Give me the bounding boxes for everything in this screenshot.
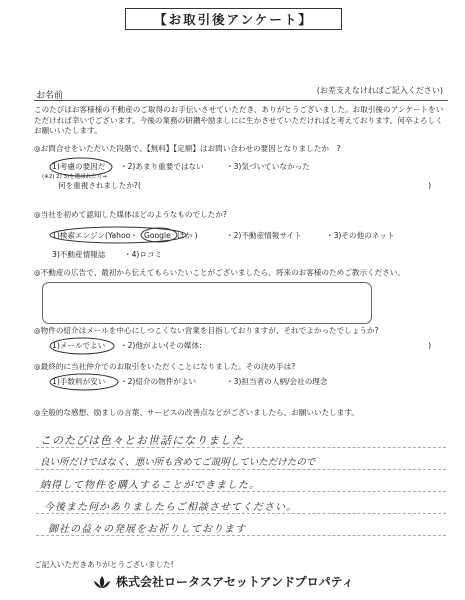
q2-option-google: Google — [144, 231, 171, 240]
answer-line — [36, 535, 446, 536]
q1-followup: 何を重視されましたか?( — [58, 181, 141, 190]
q5-option-1: 1)手数料が安い — [52, 377, 106, 386]
q2-option-3: ・3)その他のネット — [326, 231, 395, 240]
q3-question: ◎不動産の広告で、最初から伝えてもらいたいことがございましたら、将来のお客様のためご教示ください。 — [34, 268, 405, 277]
lotus-logo-icon — [92, 575, 112, 589]
q2-option-5: ・4)ロコミ — [124, 250, 163, 259]
handwritten-line: 御社の益々の発展をお祈りしております — [48, 524, 246, 535]
q2-option-other: ほか ) — [177, 231, 198, 240]
q2-option-1: 1)検索エンジン(Yahoo・ — [52, 231, 138, 240]
q5-question: ◎最終的に当社仲介でのお取引をいただくことになりました。その決め手は? — [34, 362, 296, 371]
answer-line — [36, 469, 446, 470]
q1-option-3: ・3)気づいていなかった — [226, 162, 310, 171]
handwritten-line: このたびは色々とお世話になりました — [40, 434, 244, 447]
handwritten-line: 今後また何かありましたらご相談させてください。 — [44, 502, 297, 513]
q2-question: ◎当社を初めて認知した媒体はどのようなものでしたか? — [34, 210, 227, 219]
name-note: (お差支えなければご記入ください) — [316, 86, 443, 95]
q1-option-1-label: 1)考慮の要因だ — [52, 162, 106, 171]
answer-line — [36, 491, 446, 492]
handwritten-line: 納得して物件を購入することができました。 — [40, 480, 260, 491]
q1-sub-note: (※2) 2) 3)を選ばれた方→ — [42, 174, 107, 180]
name-label: お名前 — [36, 91, 64, 101]
footer-thanks: ご記入いただきありがとうございました! — [34, 560, 174, 569]
name-field-line — [34, 100, 448, 101]
q2-option-2: ・2)不動産情報サイト — [226, 231, 302, 240]
q4-option-2: ・2)他がよい(その媒体: — [120, 341, 202, 350]
handwritten-line: 良い所だけではなく、悪い所も含めてご説明していただけたので — [40, 457, 316, 468]
q3-answer-box — [42, 282, 372, 324]
q1-followup-close: ) — [428, 181, 432, 190]
intro-text: このたびはお客様様の不動産のご取得のお手伝いさせていただき、ありがとうございました。お取引後のアンケートをいただければ幸いでございます。今後の業務の研鑽や励ましにに生かさせていただければと考えております。何卒よろしくお願いいたします。 — [34, 105, 444, 135]
company-signature — [92, 573, 354, 590]
q4-option-2-close: ) — [428, 341, 432, 350]
q1-option-2: ・2)あまり重要ではない — [120, 162, 204, 171]
answer-line — [36, 513, 446, 514]
company-name: 株式会社ロータスアセットアンドプロパティ — [116, 575, 354, 589]
q6-question: ◎全般的な感想、励ましの言葉、サービスの改善点などがございましたら、お願いいたします。 — [34, 408, 359, 417]
q5-option-3: ・3)担当者の人柄/会社の理念 — [226, 377, 328, 386]
q4-option-1: 1)メールでよい — [52, 341, 106, 350]
q4-question: ◎物件の紹介はメールを中心にしつこくない営業を目指しておりますが、それでよかったでしょうか? — [34, 326, 379, 335]
q2-option-4: 3)不動産情報誌 — [52, 250, 106, 259]
page-title: 【お取引後アンケート】 — [125, 8, 342, 30]
q5-option-2: ・2)紹介の物件がよい — [120, 377, 197, 386]
q1-question: ◎お問合せをいただいた段階で、【無料】【定額】はお問い合わせの要因となりましたか ? — [34, 144, 341, 153]
